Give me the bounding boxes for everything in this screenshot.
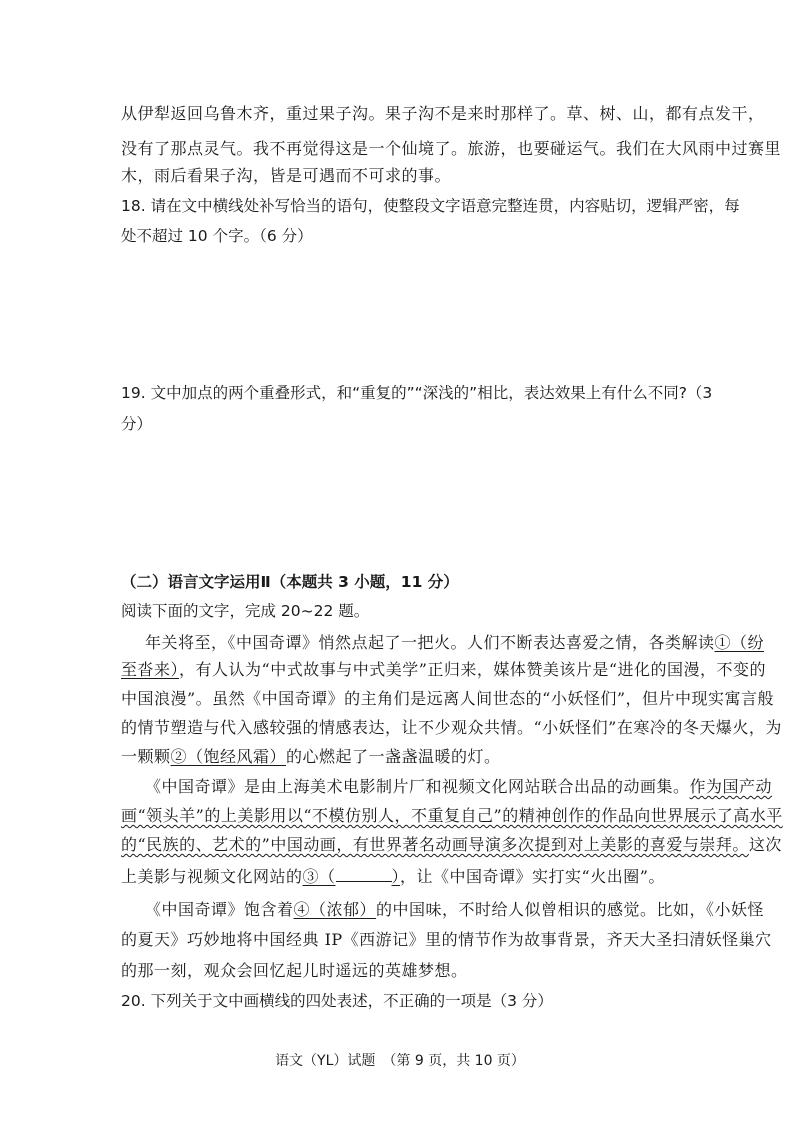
page-footer: 语文（YL）试题 （第 9 页，共 10 页） (275, 1053, 525, 1069)
underline-mark-3-open: ③（ (302, 867, 336, 886)
passage1-line-2: 没有了那点灵气。我不再觉得这是一个仙境了。旅游，也要碰运气。我们在大风雨中过赛里 (121, 139, 782, 158)
p2-text: 这次 (748, 835, 782, 854)
p1-text: 年关将至，《中国奇谭》悄然点起了一把火。人们不断表达喜爱之情，各类解读 (145, 633, 715, 652)
passage2-p3-line-3: 的那一刻，观众会回忆起儿时遥远的英雄梦想。 (121, 961, 468, 980)
section-2-heading: （二）语言文字运用Ⅱ（本题共 3 小题，11 分） (121, 573, 459, 591)
p2-text: ，让《中国奇谭》实打实“火出圈”。 (400, 867, 665, 886)
p3-text: 的中国味，不时给人似曾相识的感觉。比如，《小妖怪 (376, 900, 765, 919)
question-19-line-2: 分） (121, 415, 153, 433)
passage1-line-1: 从伊犁返回乌鲁木齐，重过果子沟。果子沟不是来时那样了。草、树、山，都有点发干， (121, 104, 765, 123)
passage2-p2-line-2: 画“领头羊”的上美影用以“不模仿别人，不重复自己”的精神创作的作品向世界展示了高水平 (121, 806, 783, 825)
passage2-p1-line-4: 的情节塑造与代入感较强的情感表达，让不少观众共情。“小妖怪们”在寒冷的冬天爆火，为 (121, 718, 782, 737)
passage2-p1-line-5 (121, 747, 501, 767)
passage2-p1-line-2 (121, 660, 766, 680)
question-18-line-2: 处不超过 10 个字。（6 分） (121, 227, 313, 245)
p1-text: 一颗颗 (121, 747, 171, 766)
passage2-p1-line-1 (145, 633, 764, 653)
p2-text: 《中国奇谭》是由上海美术电影制片厂和视频文化网站联合出品的动画集。 (145, 777, 690, 796)
section-2-instruction: 阅读下面的文字，完成 20~22 题。 (121, 602, 370, 620)
passage2-p2-line-1 (145, 777, 772, 797)
passage2-p2-line-3 (121, 835, 782, 855)
p2-text: 上美影与视频文化网站的 (121, 867, 303, 886)
question-18-line-1: 18. 请在文中横线处补写恰当的语句，使整段文字语意完整连贯，内容贴切，逻辑严密，每 (121, 197, 740, 215)
question-19-line-1: 19. 文中加点的两个重叠形式，和“重复的”“深浅的”相比，表达效果上有什么不同?（3 (121, 384, 713, 402)
passage1-line-3: 木，雨后看果子沟，皆是可遇而不可求的事。 (121, 166, 452, 185)
underline-mark-4: ④（浓郁） (293, 900, 377, 919)
p1-text: ，有人认为“中式故事与中式美学”正归来，媒体赞美该片是“进化的国漫，不变的 (179, 660, 767, 679)
passage2-p3-line-1 (145, 900, 764, 920)
p1-text: 的心燃起了一盏盏温暖的灯。 (286, 747, 501, 766)
underline-mark-1: ①（纷 (714, 633, 765, 652)
underline-mark-2: ②（饱经风霜） (170, 747, 287, 766)
p3-text: 《中国奇谭》饱含着 (145, 900, 294, 919)
question-20-line-1: 20. 下列关于文中画横线的四处表述，不正确的一项是（3 分） (121, 992, 553, 1010)
passage2-p2-line-4 (121, 866, 665, 887)
underline-mark-1-cont: 至沓来） (121, 660, 180, 679)
passage2-p1-line-3: 中国浪漫”。虽然《中国奇谭》的主角们是远离人间世态的“小妖怪们”，但片中现实寓言般 (121, 689, 775, 708)
passage2-p3-line-2: 的夏天》巧妙地将中国经典 IP《西游记》里的情节作为故事背景，齐天大圣扫清妖怪巢穴 (121, 930, 772, 949)
wavy-underline-sentence-end: 的“民族的、艺术的”中国动画，有世界著名动画导演多次提到对上美影的喜爱与崇拜。 (121, 835, 749, 854)
wavy-underline-sentence: 作为国产动 (689, 777, 773, 796)
blank-mark-3 (336, 866, 392, 882)
underline-mark-3-close: ） (391, 867, 401, 886)
